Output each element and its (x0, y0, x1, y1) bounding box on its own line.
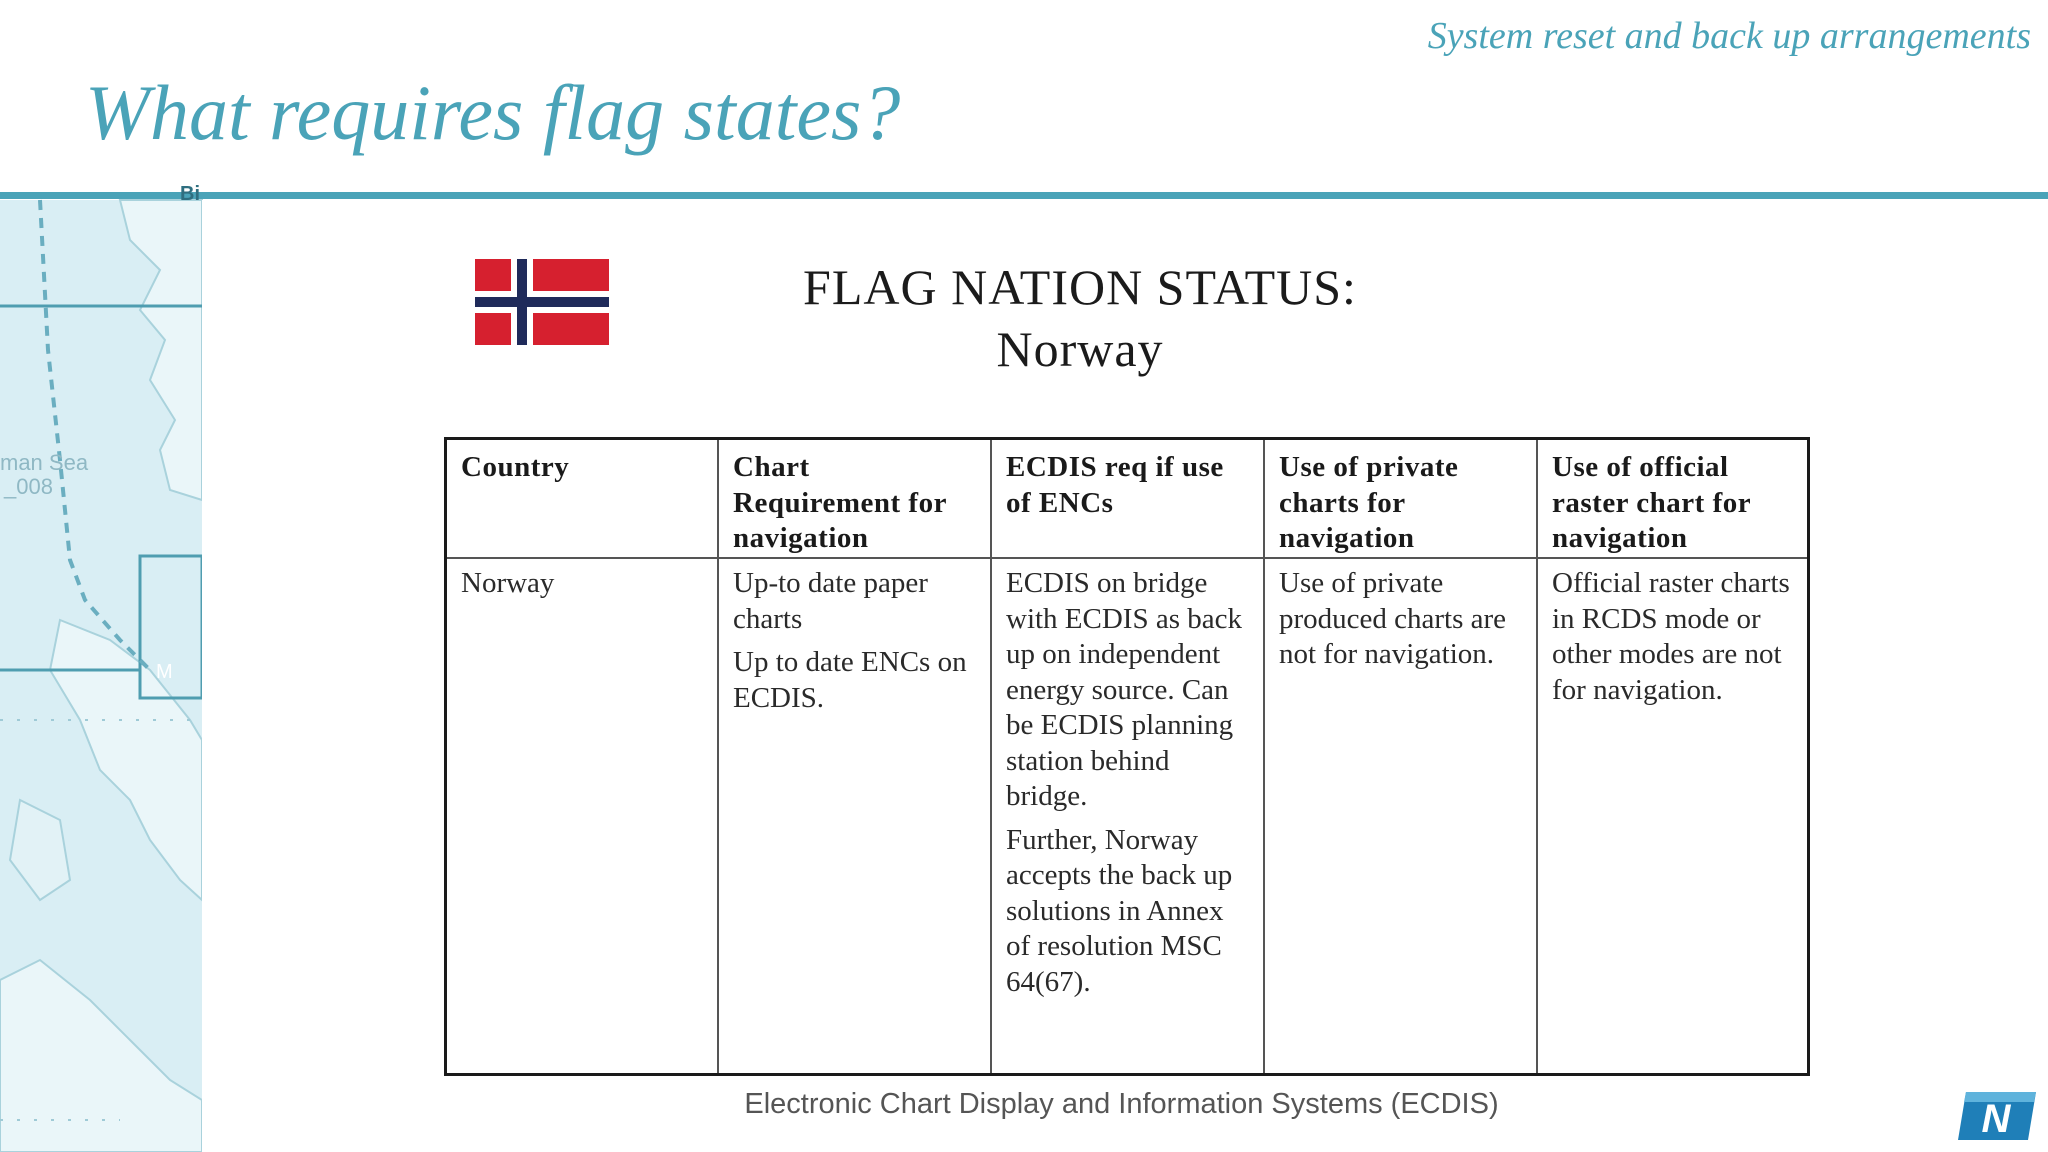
flag-status-heading-line1: FLAG NATION STATUS: (803, 259, 1357, 315)
cell-private-charts: Use of private produced charts are not for navigation. (1279, 567, 1507, 670)
flag-status-heading-country: Norway (996, 321, 1164, 377)
cell-ecdis-req (992, 566, 1263, 1008)
map-label-fragment: Bi (180, 183, 200, 205)
section-label: System reset and back up arrangements (1427, 15, 2031, 57)
map-label-fragment: man Sea (0, 450, 89, 475)
svg-text:N: N (1981, 1097, 2011, 1141)
company-logo-icon (1958, 1088, 2036, 1144)
cell-country: Norway (461, 567, 555, 599)
cell-ecdis-req-paragraph: ECDIS on bridge with ECDIS as back up on independent energy source. Can be ECDIS planning station behind bridge. (1006, 567, 1242, 812)
flag-status-table (444, 437, 1810, 1076)
slide-title: What requires flag states? (85, 69, 901, 156)
cell-chart-requirement-paragraph: Up-to date paper charts (733, 567, 928, 635)
cell-chart-requirement (719, 566, 990, 724)
header-ecdis-req: ECDIS req if use of ENCs (1006, 451, 1224, 519)
cell-ecdis-req-paragraph: Further, Norway accepts the back up solutions in Annex of resolution MSC 64(67). (1006, 823, 1233, 998)
header-chart-requirement: Chart Requirement for navigation (733, 451, 947, 554)
header-country: Country (461, 451, 570, 483)
footer-text: Electronic Chart Display and Information Systems (ECDIS) (744, 1088, 1499, 1120)
map-label-fragment: _008 (4, 474, 53, 499)
nautical-chart-image (0, 183, 202, 1152)
header-raster-charts: Use of official raster chart for navigation (1552, 451, 1751, 554)
norway-flag-icon (475, 259, 609, 345)
title-divider (0, 192, 2048, 199)
map-background (0, 183, 202, 1152)
cell-raster-charts: Official raster charts in RCDS mode or other modes are not for navigation. (1552, 567, 1790, 706)
cell-chart-requirement-paragraph: Up to date ENCs on ECDIS. (733, 646, 967, 714)
map-label-fragment: M (156, 661, 173, 683)
flag-status-heading (700, 256, 1460, 380)
header-private-charts: Use of private charts for navigation (1279, 451, 1459, 554)
table-header-divider (447, 557, 1807, 559)
